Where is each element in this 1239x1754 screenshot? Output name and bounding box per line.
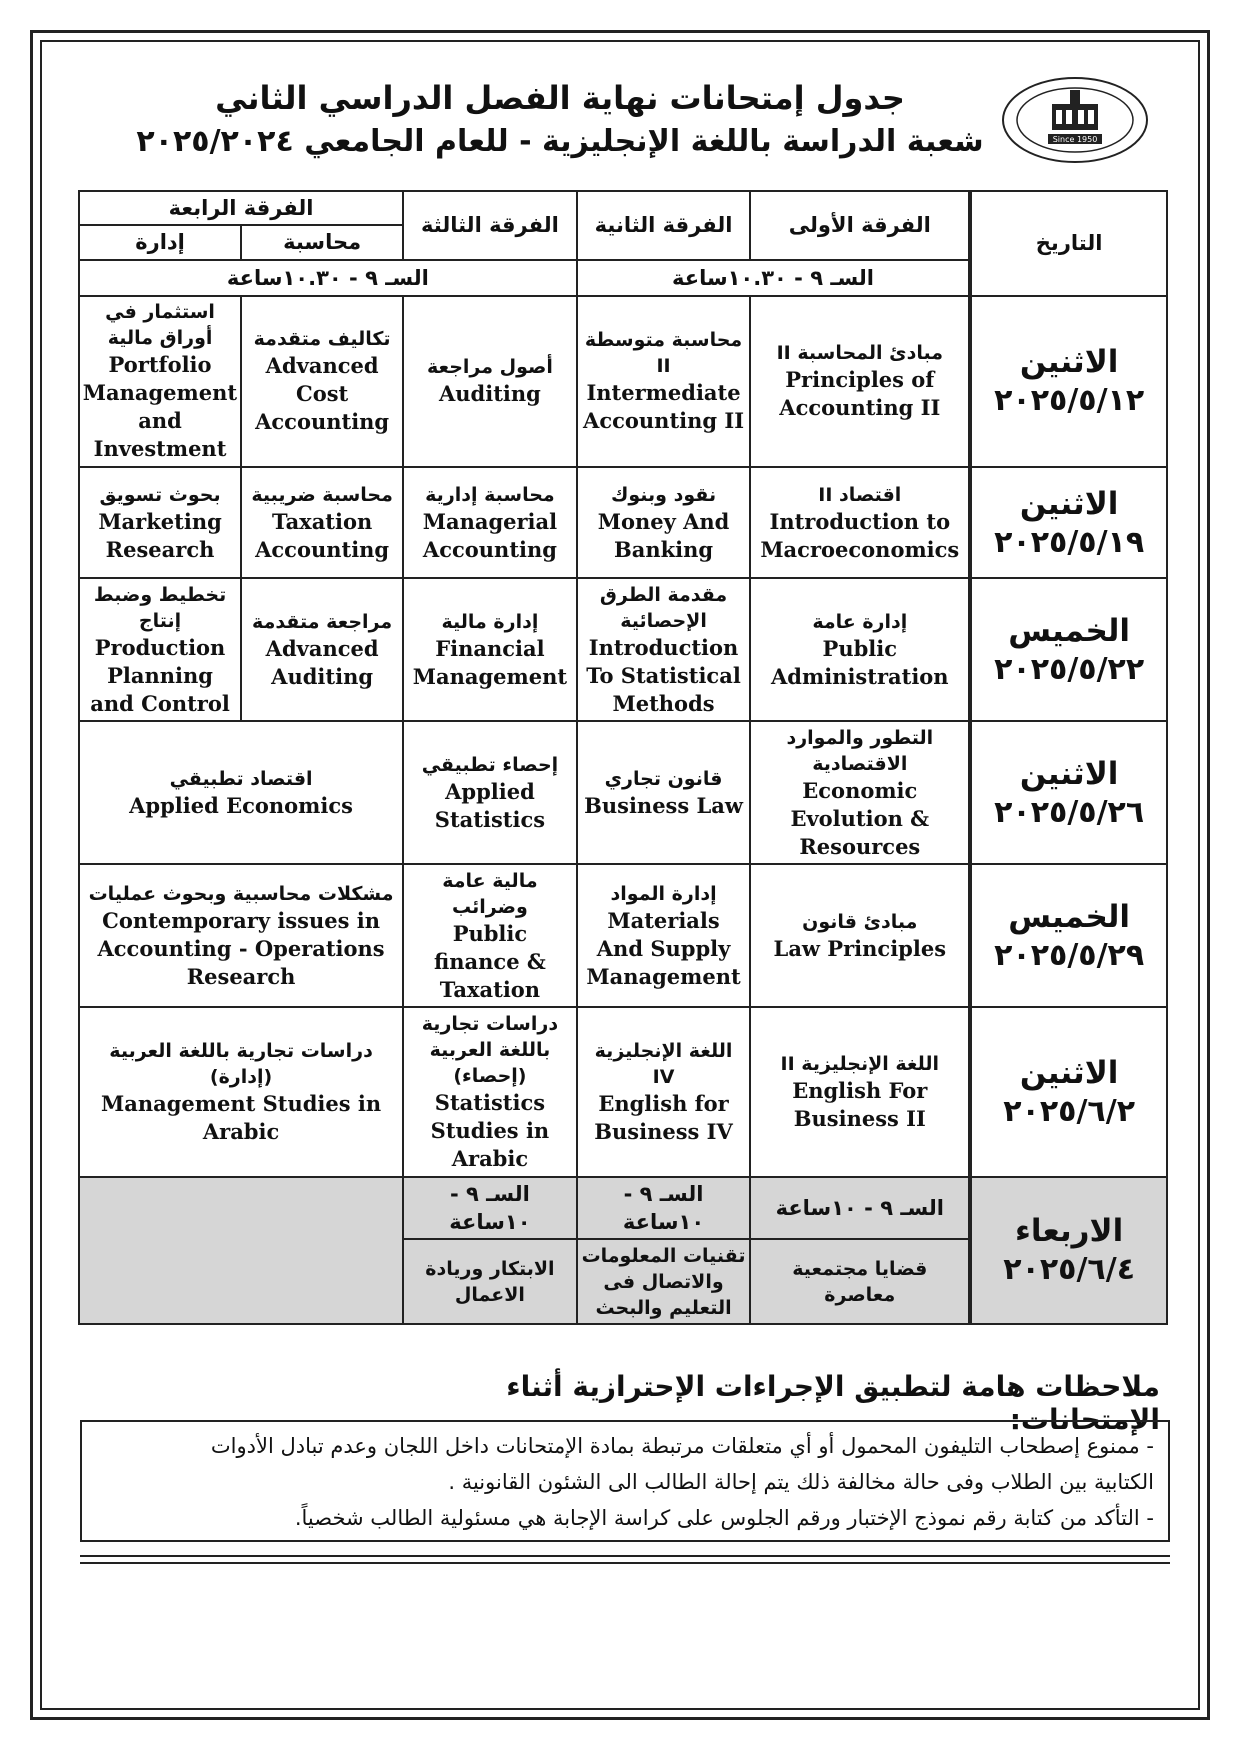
svg-text:Since 1950: Since 1950 [1052, 135, 1098, 144]
course-cell: إدارة عامة Public Administration [750, 578, 970, 721]
course-cell: دراسات تجارية باللغة العربية (إدارة) Management Studies in Arabic [79, 1007, 403, 1176]
note-line: الكتابية بين الطلاب وفى حالة مخالفة ذلك يتم إحالة الطالب الى الشئون القانونية . [448, 1470, 1154, 1494]
header-fourth-accounting: محاسبة [241, 225, 403, 259]
table-row [79, 1177, 1167, 1239]
header-fourth-management: إدارة [79, 225, 241, 259]
header-date: التاريخ [970, 191, 1167, 296]
course-cell: بحوث تسويق Marketing Research [79, 467, 241, 578]
course-cell: دراسات تجارية باللغة العربية (إحصاء) Statistics Studies in Arabic [403, 1007, 577, 1176]
course-cell: تقنيات المعلومات والاتصال فى التعليم والبحث [577, 1239, 751, 1324]
course-cell: أصول مراجعة Auditing [403, 296, 577, 467]
course-cell: نقود وبنوك Money And Banking [577, 467, 751, 578]
time-slot-first-second: السـ ٩ - ١٠.٣٠ساعة [577, 260, 971, 296]
table-row [79, 467, 1167, 578]
course-cell: قانون تجاري Business Law [577, 721, 751, 864]
course-cell: مراجعة متقدمة Advanced Auditing [241, 578, 403, 721]
table-row [79, 1007, 1167, 1176]
course-cell: التطور والموارد الاقتصادية Economic Evolution & Resources [750, 721, 970, 864]
course-cell: إدارة المواد Materials And Supply Management [577, 864, 751, 1007]
course-cell: الابتكار وريادة الاعمال [403, 1239, 577, 1324]
course-cell: مقدمة الطرق الإحصائية Introduction To Statistical Methods [577, 578, 751, 721]
header-second-year: الفرقة الثانية [577, 191, 751, 260]
table-row [79, 296, 1167, 467]
empty-cell [79, 1177, 403, 1324]
time-slot-third: السـ ٩ - ١٠ساعة [403, 1177, 577, 1239]
course-cell: اللغة الإنجليزية IV English for Business IV [577, 1007, 751, 1176]
course-cell: اقتصاد II Introduction to Macroeconomics [750, 467, 970, 578]
date-cell: الاثنين ٢٠٢٥/٥/١٢ [970, 296, 1167, 467]
page-subtitle: شعبة الدراسة باللغة الإنجليزية - للعام الجامعي ٢٠٢٥/٢٠٢٤ [136, 124, 984, 159]
university-logo-icon [1000, 76, 1150, 164]
date-cell: الخميس ٢٠٢٥/٥/٢٢ [970, 578, 1167, 721]
table-row [79, 864, 1167, 1007]
course-cell: اقتصاد تطبيقي Applied Economics [79, 721, 403, 864]
course-cell: محاسبة إدارية Managerial Accounting [403, 467, 577, 578]
notes-box [80, 1420, 1170, 1542]
course-cell: إدارة مالية Financial Management [403, 578, 577, 721]
table-row [79, 721, 1167, 864]
note-line: - ممنوع إصطحاب التليفون المحمول أو أي متعلقات مرتبطة بمادة الإمتحانات داخل اللجان وعدم تبادل الأدوات [210, 1434, 1154, 1458]
page-header [120, 78, 1000, 164]
course-cell: اللغة الإنجليزية II English For Business II [750, 1007, 970, 1176]
time-slot-third-fourth: السـ ٩ - ١٠.٣٠ساعة [79, 260, 577, 296]
time-slot-second: السـ ٩ - ١٠ساعة [577, 1177, 751, 1239]
course-cell: استثمار في أوراق مالية Portfolio Management and Investment [79, 296, 241, 467]
course-cell: مالية عامة وضرائب Public finance & Taxation [403, 864, 577, 1007]
notes-title: ملاحظات هامة لتطبيق الإجراءات الإحترازية أثناء الإمتحانات: [506, 1370, 1160, 1436]
course-cell: محاسبة ضريبية Taxation Accounting [241, 467, 403, 578]
header-first-year: الفرقة الأولى [750, 191, 970, 260]
course-cell: قضايا مجتمعية معاصرة [750, 1239, 970, 1324]
date-cell: الاثنين ٢٠٢٥/٥/٢٦ [970, 721, 1167, 864]
divider [80, 1562, 1170, 1564]
course-cell: مبادئ قانون Law Principles [750, 864, 970, 1007]
exam-schedule-table [78, 190, 1168, 1325]
header-fourth-year: الفرقة الرابعة [79, 191, 403, 225]
course-cell: مشكلات محاسبية وبحوث عمليات Contemporary issues in Accounting - Operations Research [79, 864, 403, 1007]
date-cell: الاربعاء ٢٠٢٥/٦/٤ [970, 1177, 1167, 1324]
date-cell: الخميس ٢٠٢٥/٥/٢٩ [970, 864, 1167, 1007]
divider [80, 1555, 1170, 1557]
note-line: - التأكد من كتابة رقم نموذج الإختبار ورقم الجلوس على كراسة الإجابة هي مسئولية الطالب شخصياً. [294, 1506, 1154, 1530]
date-cell: الاثنين ٢٠٢٥/٥/١٩ [970, 467, 1167, 578]
header-third-year: الفرقة الثالثة [403, 191, 577, 260]
course-cell: إحصاء تطبيقي Applied Statistics [403, 721, 577, 864]
page-title: جدول إمتحانات نهاية الفصل الدراسي الثاني [215, 79, 905, 117]
table-row [79, 578, 1167, 721]
date-cell: الاثنين ٢٠٢٥/٦/٢ [970, 1007, 1167, 1176]
course-cell: محاسبة متوسطة II Intermediate Accounting II [577, 296, 751, 467]
time-slot-first: السـ ٩ - ١٠ساعة [750, 1177, 970, 1239]
course-cell: مبادئ المحاسبة II Principles of Accounting II [750, 296, 970, 467]
course-cell: تخطيط وضبط إنتاج Production Planning and Control [79, 578, 241, 721]
course-cell: تكاليف متقدمة Advanced Cost Accounting [241, 296, 403, 467]
